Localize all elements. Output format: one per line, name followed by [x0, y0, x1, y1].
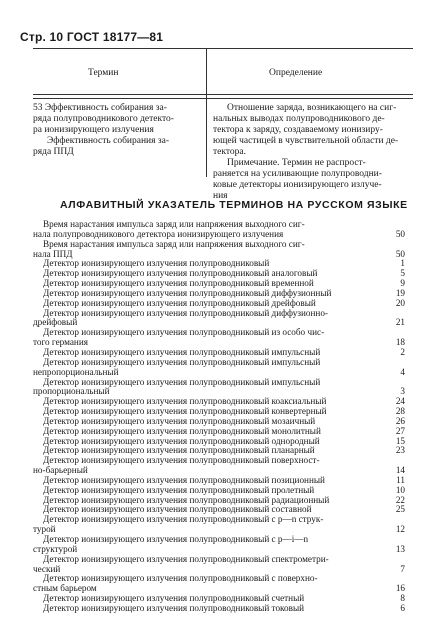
- definition-line: Отношение заряда, возникающего на сиг-: [227, 103, 397, 113]
- definition-line: нальных выводах полупроводникового де-: [213, 114, 385, 124]
- index-entry-text: Детектор ионизирующего излучения полупроводниковый временной: [43, 279, 314, 289]
- table-header-rule: [33, 94, 413, 95]
- index-entry-text: Детектор ионизирующего излучения полупроводниковый дрейфовый: [43, 298, 316, 308]
- index-entry: [33, 230, 405, 240]
- index-entry: [33, 496, 405, 506]
- index-entry-text: Детектор ионизирующего излучения полупроводниковый с поверхно-: [43, 574, 318, 584]
- index-entry: [33, 535, 405, 545]
- index-entry-text: Детектор ионизирующего излучения полупроводниковый с p—n струк-: [43, 515, 324, 525]
- index-entry-text: стным барьером: [33, 584, 97, 594]
- index-entry-number: 22: [395, 494, 405, 505]
- index-entry-number: 27: [395, 425, 405, 436]
- index-entry-text: пропорциональный: [33, 387, 110, 397]
- index-entry: [33, 584, 405, 594]
- term-line: ра ионизирующего излучения: [33, 125, 154, 135]
- index-entry: [33, 289, 405, 299]
- index-entry: [33, 240, 405, 250]
- term-line: 53 Эффективность собирания за-: [33, 103, 167, 113]
- index-entry: [33, 318, 405, 328]
- index-entry-number: 1: [400, 258, 405, 269]
- index-entry-text: Детектор ионизирующего излучения полупроводниковый составной: [43, 505, 312, 515]
- term-line: ряда ППД: [33, 147, 74, 157]
- index-entry-text: но-барьерный: [33, 466, 88, 476]
- index-entry-text: структурой: [33, 544, 78, 554]
- index-entry-number: 4: [400, 366, 405, 377]
- index-entry-text: дрейфовый: [33, 318, 78, 328]
- index-entry: [33, 220, 405, 230]
- index-entry-number: 11: [396, 474, 405, 485]
- index-entry-text: Детектор ионизирующего излучения полупроводниковый: [43, 259, 270, 269]
- index-entry-number: 15: [395, 435, 405, 446]
- index-entry: [33, 407, 405, 417]
- index-entry: [33, 594, 405, 604]
- term-cell: [33, 103, 203, 158]
- index-entry-number: 26: [395, 415, 405, 426]
- index-entry: [33, 328, 405, 338]
- index-entry-number: 14: [395, 465, 405, 476]
- index-entry-number: 5: [400, 268, 405, 279]
- index-entry-number: 16: [395, 583, 405, 594]
- index-entry-text: Детектор ионизирующего излучения полупроводниковый счетный: [43, 594, 305, 604]
- index-entry-text: непропорциональный: [33, 367, 119, 377]
- index-entry: [33, 437, 405, 447]
- index-entry: [33, 565, 405, 575]
- index-entry: [33, 309, 405, 319]
- index-entry: [33, 446, 405, 456]
- index-entry-text: Детектор ионизирующего излучения полупроводниковый конвертерный: [43, 407, 327, 417]
- index-entry-number: 13: [395, 543, 405, 554]
- index-entry: [33, 476, 405, 486]
- index-entry-text: Детектор ионизирующего излучения полупроводниковый поверхност-: [43, 456, 320, 466]
- index-entry-text: Детектор ионизирующего излучения полупроводниковый токовый: [43, 603, 305, 613]
- index-entry: [33, 486, 405, 496]
- index-entry-number: 25: [395, 504, 405, 515]
- index-entry-text: турой: [33, 525, 56, 535]
- index-entry-text: Детектор ионизирующего излучения полупроводниковый планарный: [43, 446, 315, 456]
- index-entry-number: 6: [400, 602, 405, 613]
- definition-line: тектора.: [213, 147, 246, 157]
- index-entry-number: 21: [395, 317, 405, 328]
- index-entry-text: Детектор ионизирующего излучения полупроводниковый аналоговый: [43, 269, 318, 279]
- index-entry-text: Детектор ионизирующего излучения полупроводниковый мозаичный: [43, 416, 316, 426]
- index-entry-text: Детектор ионизирующего излучения полупроводниковый радиационный: [43, 495, 330, 505]
- index-entry-number: 24: [395, 396, 405, 407]
- index-entry: [33, 555, 405, 565]
- index-entry: [33, 348, 405, 358]
- index-entry-number: 18: [395, 337, 405, 348]
- index-entry-text: Детектор ионизирующего излучения полупроводниковый диффузионно-: [43, 308, 328, 318]
- index-entry: [33, 387, 405, 397]
- index-entry: [33, 397, 405, 407]
- index-entry: [33, 250, 405, 260]
- column-header-definition: Определение: [269, 68, 323, 78]
- column-header-term: Термин: [88, 68, 119, 78]
- index-entry-number: 12: [395, 524, 405, 535]
- index-entry-text: Детектор ионизирующего излучения полупроводниковый из особо чис-: [43, 328, 325, 338]
- index-entry-text: Время нарастания импульса заряд или напряжения выходного сиг-: [43, 220, 305, 229]
- note-line: ния: [213, 191, 228, 201]
- note-line: Примечание. Термин не распрост-: [227, 158, 366, 168]
- page-header: Стр. 10 ГОСТ 18177—81: [20, 30, 164, 44]
- index-entry-number: 9: [400, 278, 405, 289]
- index-entry: [33, 259, 405, 269]
- alphabetical-index: [33, 220, 405, 614]
- definition-line: тектора к заряду, создаваемому ионизиру-: [213, 125, 383, 135]
- index-entry-text: Детектор ионизирующего излучения полупроводниковый импульсный: [43, 357, 321, 367]
- index-entry-text: Детектор ионизирующего излучения полупроводниковый импульсный: [43, 377, 321, 387]
- definition-line: ющей частицей в чувствительной области де-: [213, 136, 399, 146]
- index-entry-number: 3: [400, 386, 405, 397]
- index-entry-number: 50: [395, 248, 405, 259]
- index-entry-text: Детектор ионизирующего излучения полупроводниковый однородный: [43, 436, 320, 446]
- table-column-divider: [206, 48, 207, 177]
- definition-cell: [213, 103, 413, 202]
- term-line: Эффективность собирания за-: [47, 136, 169, 146]
- index-entry-text: Детектор ионизирующего излучения полупроводниковый с p—i—n: [43, 535, 309, 544]
- index-entry-number: 7: [400, 563, 405, 574]
- index-entry: [33, 505, 405, 515]
- index-entry-text: Детектор ионизирующего излучения полупроводниковый пролетный: [43, 485, 315, 495]
- index-entry-text: того германия: [33, 338, 88, 348]
- index-entry: [33, 299, 405, 309]
- index-entry-number: 50: [395, 228, 405, 239]
- index-entry: [33, 417, 405, 427]
- index-entry: [33, 545, 405, 555]
- index-entry-number: 20: [395, 297, 405, 308]
- index-entry-text: ческий: [33, 564, 61, 574]
- index-entry-text: Детектор ионизирующего излучения полупроводниковый коаксиальный: [43, 397, 327, 407]
- index-entry: [33, 368, 405, 378]
- index-entry-text: нала полупроводникового детектора ионизирующего излучения: [33, 229, 284, 239]
- index-entry: [33, 378, 405, 388]
- index-entry: [33, 525, 405, 535]
- index-entry-text: Детектор ионизирующего излучения полупроводниковый монолитный: [43, 426, 321, 436]
- table-header-rule-2: [33, 98, 413, 99]
- index-entry: [33, 279, 405, 289]
- note-line: раняется на усиливающие полупроводни-: [213, 169, 382, 179]
- index-entry: [33, 358, 405, 368]
- index-entry: [33, 427, 405, 437]
- index-entry-text: Детектор ионизирующего излучения полупроводниковый спектрометри-: [43, 554, 329, 564]
- index-entry: [33, 604, 405, 614]
- index-entry: [33, 456, 405, 466]
- index-entry: [33, 574, 405, 584]
- index-entry-number: 8: [400, 593, 405, 604]
- index-entry: [33, 338, 405, 348]
- index-entry-text: Время нарастания импульса заряд или напряжения выходного сиг-: [43, 239, 305, 249]
- index-entry-number: 10: [395, 484, 405, 495]
- term-line: ряда полупроводникового детекто-: [33, 114, 174, 124]
- index-entry-number: 2: [400, 346, 405, 357]
- index-entry: [33, 269, 405, 279]
- table-top-rule: [33, 48, 413, 49]
- index-entry: [33, 466, 405, 476]
- index-entry-number: 23: [395, 445, 405, 456]
- index-title: АЛФАВИТНЫЙ УКАЗАТЕЛЬ ТЕРМИНОВ НА РУССКОМ ЯЗЫКЕ: [60, 199, 408, 211]
- index-entry: [33, 515, 405, 525]
- index-entry-number: 28: [395, 406, 405, 417]
- terms-table: [33, 48, 413, 201]
- index-entry-text: Детектор ионизирующего излучения полупроводниковый диффузионный: [43, 288, 332, 298]
- note-line: ковые детекторы ионизирующего излуче-: [213, 180, 382, 190]
- index-entry-text: Детектор ионизирующего излучения полупроводниковый позиционный: [43, 475, 325, 485]
- index-entry-text: нала ППД: [33, 249, 73, 259]
- index-entry-number: 19: [395, 287, 405, 298]
- index-entry-text: Детектор ионизирующего излучения полупроводниковый импульсный: [43, 347, 321, 357]
